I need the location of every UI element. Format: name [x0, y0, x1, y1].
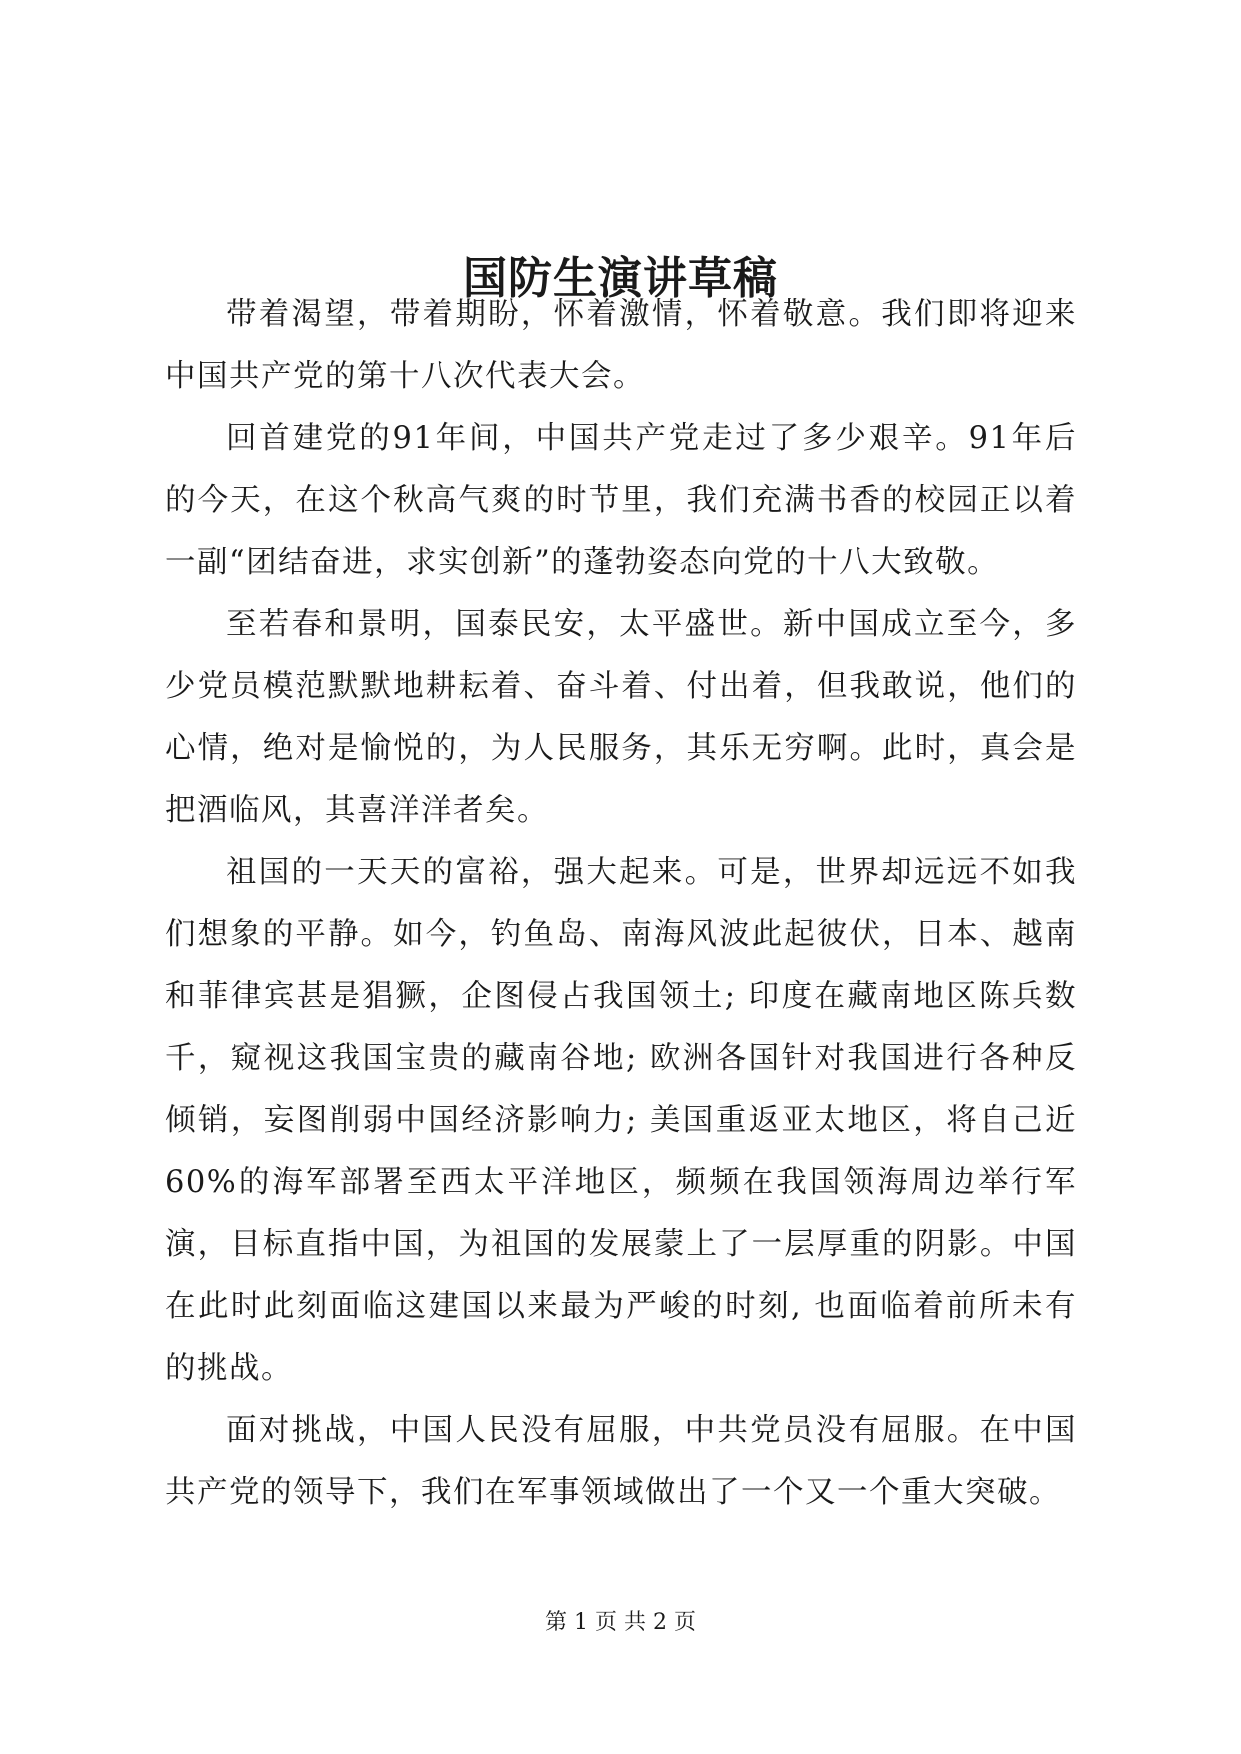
page-number-footer: 第 1 页 共 2 页 — [545, 1610, 696, 1635]
paragraph: 回首建党的91年间，中国共产党走过了多少艰辛。91年后的今天，在这个秋高气爽的时节里，我们充满书香的校园正以着一副“团结奋进，求实创新”的蓬勃姿态向党的十八大致敬。 — [165, 421, 1077, 580]
paragraph: 至若春和景明，国泰民安，太平盛世。新中国成立至今，多少党员模范默默地耕耘着、奋斗着、付出着，但我敢说，他们的心情，绝对是愉悦的，为人民服务，其乐无穷啊。此时，真会是把酒临风，其喜洋洋者矣。 — [165, 607, 1077, 828]
paragraph: 带着渴望，带着期盼，怀着激情，怀着敬意。我们即将迎来中国共产党的第十八次代表大会。 — [165, 297, 1077, 394]
document-body — [165, 284, 1077, 1524]
document-title: 国防生演讲草稿 — [463, 253, 778, 305]
paragraph: 面对挑战，中国人民没有屈服，中共党员没有屈服。在中国共产党的领导下，我们在军事领域做出了一个又一个重大突破。 — [165, 1413, 1077, 1510]
paragraph: 祖国的一天天的富裕，强大起来。可是，世界却远远不如我们想象的平静。如今，钓鱼岛、南海风波此起彼伏，日本、越南和菲律宾甚是猖獗，企图侵占我国领土; 印度在藏南地区陈兵数千，窥视这我国宝贵的藏南谷地; 欧洲各国针对我国进行各种反倾销，妄图削弱中国经济影响力; 美国重返亚太地区，将自己近60%的海军部署至西太平洋地区，频频在我国领海周边举行军演，目标直指中国，为祖国的发展蒙上了一层厚重的阴影。中国在此时此刻面临这建国以来最为严峻的时刻, 也面临着前所未有的挑战。 — [165, 855, 1077, 1386]
